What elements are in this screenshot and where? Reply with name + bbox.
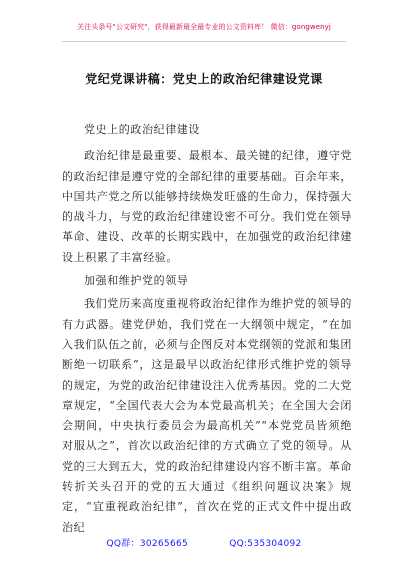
document-title: 党纪党课讲稿：党史上的政治纪律建设党课: [85, 72, 323, 86]
paragraph: 政治纪律是最重要、最根本、最关键的纪律，遵守党的政治纪律是遵守党的全部纪律的重要基础。百余年来，中国共产党之所以能够持续焕发旺盛的生命力，保持强大的战斗力，与党的政治纪律建设密不可分。我们党在领导革命、建设、改革的长期实践中，在加强党的政治纪律建设上积累了丰富经验。: [62, 149, 352, 264]
section-heading: 党史上的政治纪律建设: [84, 123, 200, 136]
paragraph: 我们党历来高度重视将政治纪律作为维护党的领导的有力武器。建党伊始，我们党在一大纲领中规定，“在加入我们队伍之前，必须与企图反对本党纲领的党派和集团断绝一切联系”，这是最早以政治纪律形式维护党的领导的规定，为党的政治纪律建设注入优秀基因。党的二大党章规定，“全国代表大会为本党最高机关；在全国大会闭会期间，中央执行委员会为最高机关”“本党党员皆须绝对服从之”，首次以政治纪律的方式确立了党的领导。从党的三大到五大，党的政治纪律建设内容不断丰富。革命转折关头召开的党的五大通过《组织问题议决案》规定，“宜重视政治纪律”，首次在党的正式文件中提出政治纪: [62, 297, 352, 534]
document-body: [62, 120, 352, 538]
header-divider: [62, 41, 346, 42]
footer-qq-group: QQ群：30265665: [106, 539, 189, 549]
footer-qq: QQ:535304092: [229, 539, 302, 549]
footer-contact: [0, 536, 408, 549]
header-notice: 关注头条号"公文研究"，获得最新最全最专业的公文资料库！ 微信：gongwenyj: [77, 23, 331, 31]
section-heading: 加强和维护党的领导: [84, 274, 189, 288]
